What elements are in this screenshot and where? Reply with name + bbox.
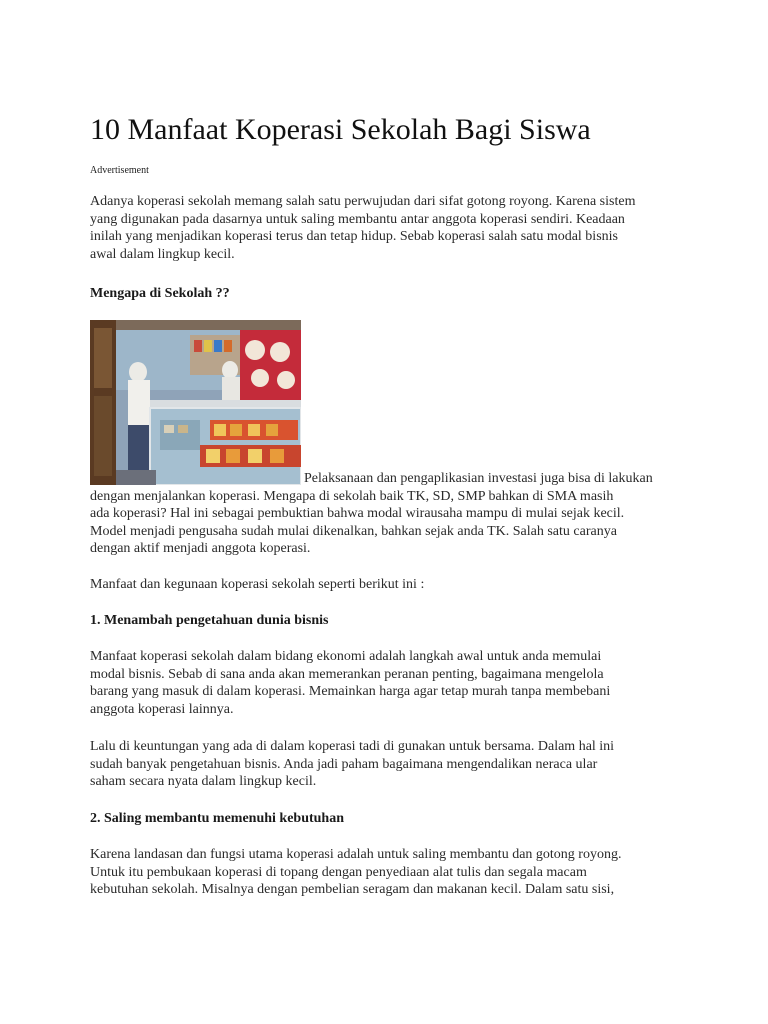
investment-line: ada koperasi? Hal ini sebagai pembuktian bahwa modal wirausaha mampu di mulai sejak kecil. — [90, 506, 625, 521]
section1-line: barang yang masuk di dalam koperasi. Memainkan harga agar tetap murah tanpa membebani — [90, 684, 611, 699]
advertisement-label: Advertisement — [90, 165, 149, 176]
section2-line: Karena landasan dan fungsi utama koperasi adalah untuk saling membantu dan gotong royong. — [90, 847, 622, 862]
section1-paragraph-2 — [90, 738, 690, 791]
section1-line: Lalu di keuntungan yang ada di dalam koperasi tadi di gunakan untuk bersama. Dalam hal ini — [90, 739, 615, 754]
section1-line: Manfaat koperasi sekolah dalam bidang ekonomi adalah langkah awal untuk anda memulai — [90, 649, 602, 664]
article-title: 10 Manfaat Koperasi Sekolah Bagi Siswa — [90, 113, 591, 146]
section2-paragraph-1 — [90, 846, 690, 899]
section1-line: modal bisnis. Sebab di sana anda akan memerankan peranan penting, bagaimana mengelola — [90, 666, 604, 682]
investment-line: dengan menjalankan koperasi. Mengapa di sekolah baik TK, SD, SMP bahkan di SMA masih — [90, 488, 614, 504]
section1-heading: 1. Menambah pengetahuan dunia bisnis — [90, 613, 329, 628]
benefits-intro — [90, 576, 690, 594]
investment-paragraph — [90, 470, 690, 558]
section1-line: saham secara nyata dalam lingkup kecil. — [90, 774, 317, 789]
intro-paragraph — [90, 193, 690, 263]
intro-line: Adanya koperasi sekolah memang salah satu perwujudan dari sifat gotong royong. Karena sistem — [90, 194, 636, 209]
heading-why-school: Mengapa di Sekolah ?? — [90, 286, 230, 301]
section1-paragraph-1 — [90, 648, 690, 718]
intro-line: awal dalam lingkup kecil. — [90, 246, 235, 262]
benefits-intro-line: Manfaat dan kegunaan koperasi sekolah seperti berikut ini : — [90, 577, 425, 592]
cooperative-shop-photo — [90, 320, 301, 485]
section1-line: anggota koperasi lainnya. — [90, 701, 234, 717]
intro-line: yang digunakan pada dasarnya untuk saling membantu antar anggota koperasi sendiri. Keadaan — [90, 211, 625, 227]
section2-line: kebutuhan sekolah. Misalnya dengan pembelian seragam dan makanan kecil. Dalam satu sisi, — [90, 882, 615, 897]
investment-line: Model menjadi pengusaha sudah mulai dikenalkan, bahkan sejak anda TK. Salah satu caranya — [90, 523, 617, 539]
intro-line: inilah yang menjadikan koperasi terus dan tetap hidup. Sebab koperasi salah satu modal bisnis — [90, 229, 618, 244]
section1-line: sudah banyak pengetahuan bisnis. Anda jadi paham bagaimana mengendalikan neraca ular — [90, 756, 598, 772]
section2-line: Untuk itu pembukaan koperasi di topang dengan penyediaan alat tulis dan segala macam — [90, 864, 587, 880]
investment-line: dengan aktif menjadi anggota koperasi. — [90, 541, 311, 556]
section2-heading: 2. Saling membantu memenuhi kebutuhan — [90, 811, 345, 826]
investment-line: Pelaksanaan dan pengaplikasian investasi juga bisa di lakukan — [304, 471, 653, 486]
